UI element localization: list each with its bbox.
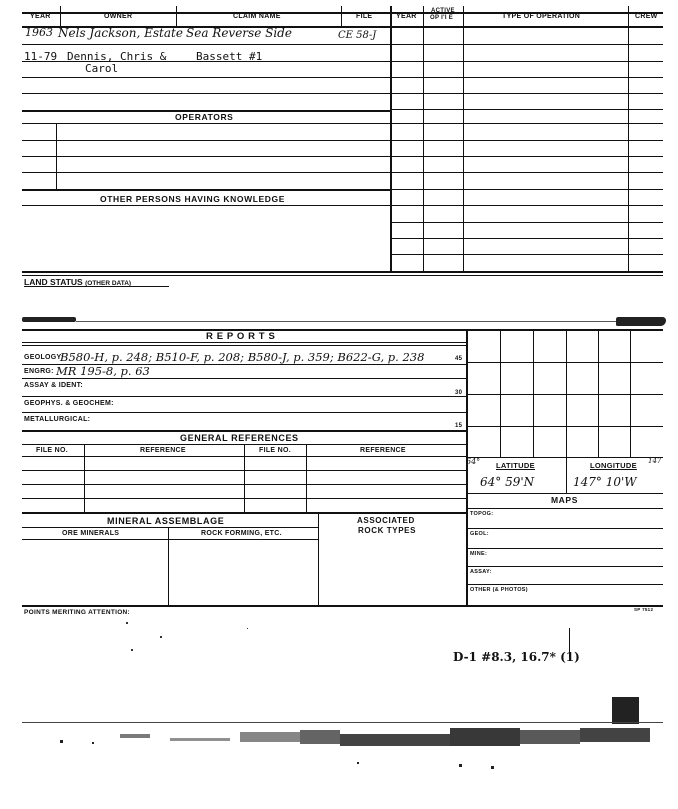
land-status-sub: (OTHER DATA): [85, 280, 132, 287]
col-reference: REFERENCE: [140, 447, 186, 454]
col-file-no: FILE NO.: [36, 447, 68, 454]
geology-label: GEOLOGY:: [24, 354, 64, 361]
metallurgical-label: METALLURGICAL:: [24, 416, 91, 423]
ore-minerals-label: ORE MINERALS: [62, 530, 120, 537]
engrg-label: ENGRG:: [24, 368, 54, 375]
rock-types-label: ROCK TYPES: [358, 526, 417, 535]
latitude-prefix: 64°: [466, 457, 481, 466]
row2-year: 11-79: [24, 50, 58, 63]
row1-claim-name: Sea Reverse Side: [186, 26, 292, 40]
longitude-suffix: 147: [648, 457, 662, 465]
margin-15: 15: [455, 423, 463, 429]
header-year-2: YEAR: [396, 13, 417, 20]
row1-year: 1963: [25, 26, 53, 39]
maps-geol: GEOL:: [470, 531, 489, 537]
land-status-label: LAND STATUS: [24, 277, 83, 287]
col-file-no-2: FILE NO.: [259, 447, 291, 454]
header-crew: CREW: [635, 13, 658, 20]
latitude-value: 64° 59'N: [480, 475, 535, 489]
header-owner: OWNER: [104, 13, 133, 20]
header-active-2: OP I'I E: [430, 15, 454, 21]
latitude-label: LATITUDE: [496, 461, 535, 470]
other-persons-label: OTHER PERSONS HAVING KNOWLEDGE: [100, 194, 286, 204]
longitude-label: LONGITUDE: [590, 461, 637, 470]
operators-label: OPERATORS: [175, 112, 234, 122]
maps-mine: MINE:: [470, 551, 488, 557]
col-reference-2: REFERENCE: [360, 447, 406, 454]
stamp-text: D-1 #8.3, 16.7* (1): [453, 650, 580, 664]
row1-owner: Nels Jackson, Estate: [58, 26, 183, 40]
margin-45: 45: [455, 356, 463, 362]
geology-value: B580-H, p. 248; B510-F, p. 208; B580-J, p. 359; B622-G, p. 238: [60, 350, 425, 364]
form-code: SP 7512: [634, 607, 654, 612]
row1-file: CE 58-J: [338, 30, 377, 41]
longitude-value: 147° 10'W: [573, 475, 637, 489]
maps-other: OTHER (& PHOTOS): [470, 587, 528, 593]
associated-label: ASSOCIATED: [357, 516, 415, 525]
points-meriting-attention-label: POINTS MERITING ATTENTION:: [24, 609, 131, 616]
header-type-of-operation: TYPE OF OPERATION: [502, 13, 581, 20]
assay-label: ASSAY & IDENT:: [24, 382, 84, 389]
header-file: FILE: [356, 13, 373, 20]
geophys-label: GEOPHYS. & GEOCHEM:: [24, 400, 114, 407]
margin-30: 30: [455, 390, 463, 396]
general-references-title: GENERAL REFERENCES: [180, 433, 299, 443]
row2-claim-name: Bassett #1: [196, 50, 263, 63]
rock-forming-label: ROCK FORMING, ETC.: [201, 530, 282, 537]
header-year: YEAR: [30, 13, 51, 20]
row2-owner-cont: Carol: [85, 62, 119, 75]
reports-title: R E P O R T S: [206, 331, 276, 342]
header-claim-name: CLAIM NAME: [233, 13, 281, 20]
scan-smear: [22, 317, 76, 322]
scan-smear: [616, 317, 666, 326]
maps-assay: ASSAY:: [470, 569, 492, 575]
maps-topog: TOPOG:: [470, 511, 494, 517]
maps-label: MAPS: [551, 495, 578, 505]
row2-owner: Dennis, Chris &: [67, 50, 167, 63]
scan-block: [612, 697, 639, 724]
engrg-value: MR 195-8, p. 63: [56, 364, 150, 378]
mineral-assemblage-title: MINERAL ASSEMBLAGE: [107, 516, 225, 526]
header-active: ACTIVE: [431, 8, 455, 14]
